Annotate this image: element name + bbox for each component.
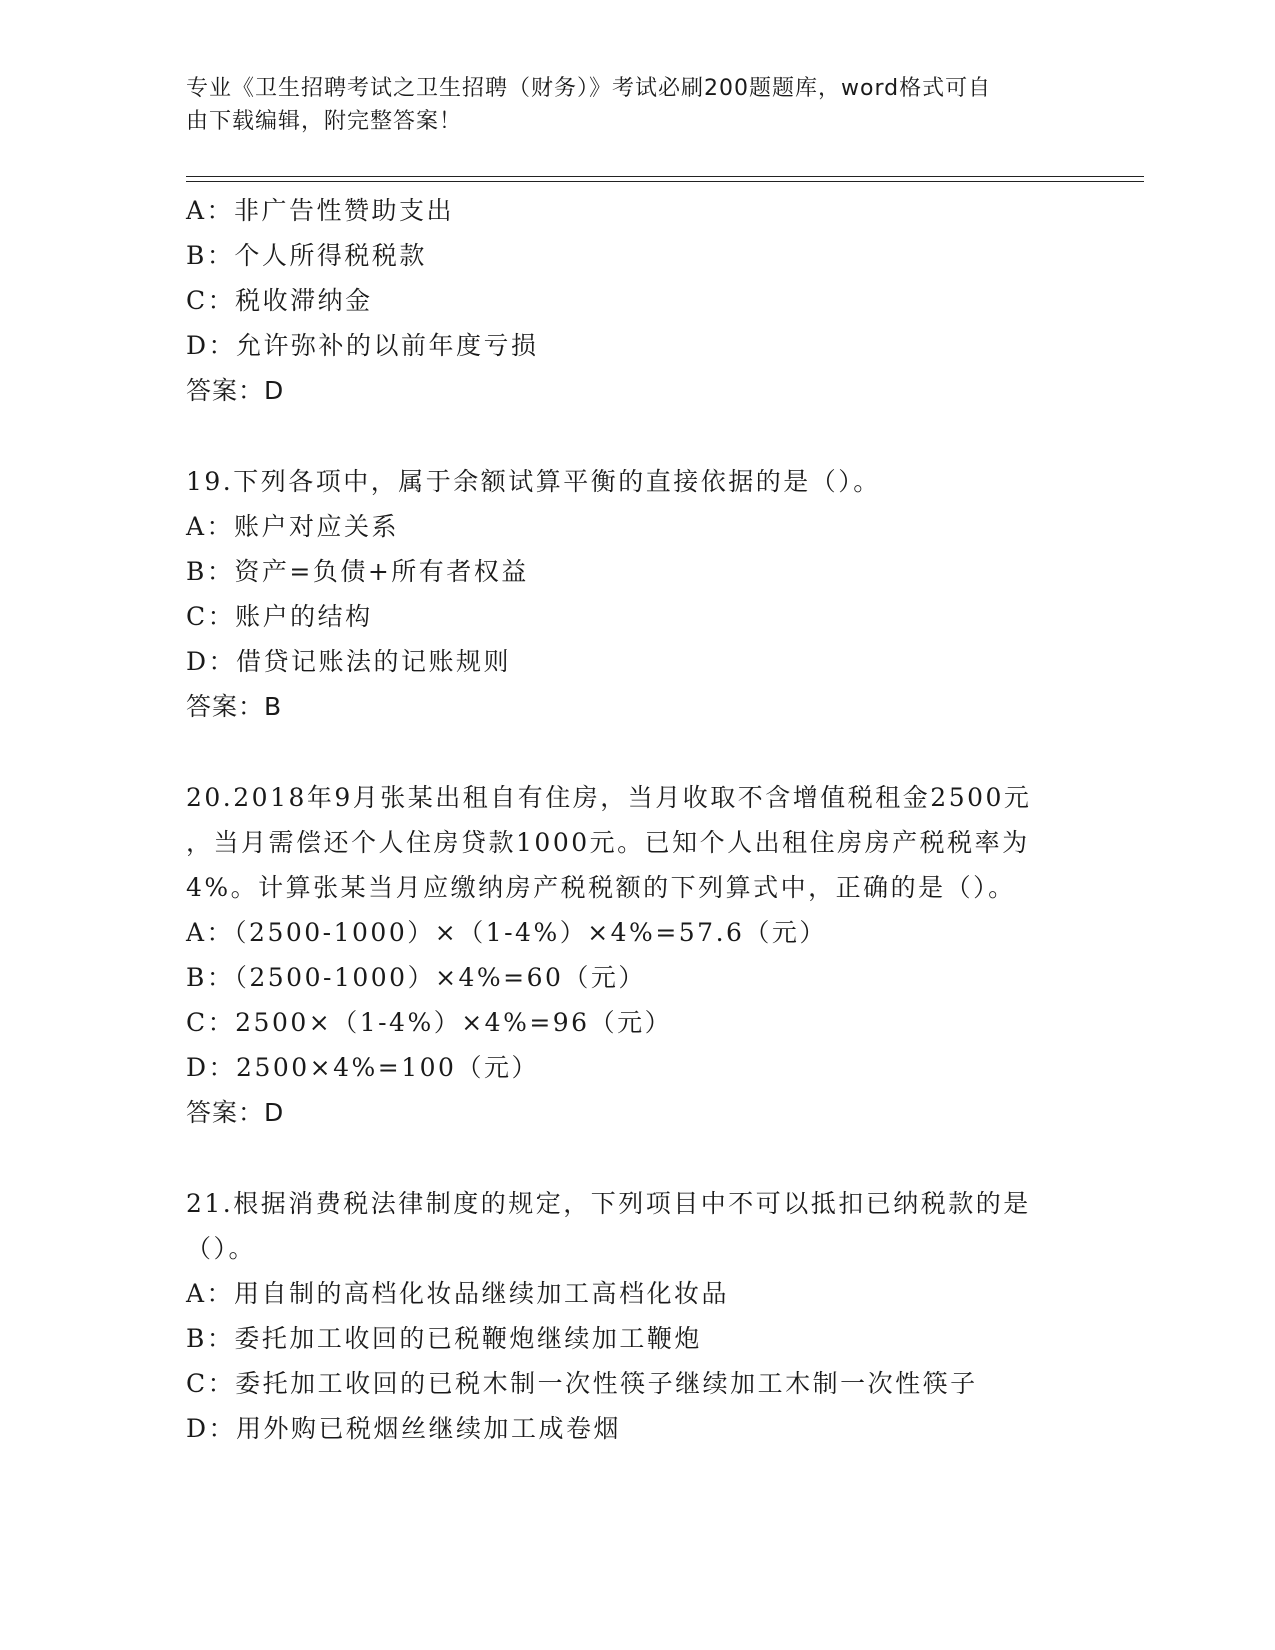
option-d: D：2500×4%=100（元） [186, 1053, 539, 1082]
answer: 答案：B [186, 692, 283, 721]
question-stem: 4%。计算张某当月应缴纳房产税税额的下列算式中，正确的是（）。 [186, 873, 1016, 902]
question-20 [186, 775, 1086, 1135]
spacer [186, 1135, 1086, 1181]
answer: 答案：D [186, 1098, 285, 1127]
spacer [186, 413, 1086, 459]
option-d: D：借贷记账法的记账规则 [186, 647, 512, 676]
option-d: D：允许弥补的以前年度亏损 [186, 331, 539, 360]
option-b: B：资产=负债+所有者权益 [186, 557, 529, 586]
option-c: C：税收滞纳金 [186, 286, 373, 315]
question-21 [186, 1181, 1086, 1451]
document-header [186, 72, 1066, 138]
question-stem: （）。 [186, 1234, 257, 1263]
question-stem: 19.下列各项中，属于余额试算平衡的直接依据的是（）。 [186, 467, 881, 496]
header-divider [186, 176, 1144, 182]
question-stem: ，当月需偿还个人住房贷款1000元。已知个人出租住房房产税税率为 [186, 828, 1030, 857]
question-19 [186, 459, 1086, 729]
question-stem: 21.根据消费税法律制度的规定，下列项目中不可以抵扣已纳税款的是 [186, 1189, 1031, 1218]
option-b: B：（2500-1000）×4%=60（元） [186, 963, 646, 992]
answer: 答案：D [186, 376, 285, 405]
spacer [186, 729, 1086, 775]
header-line-2: 由下载编辑，附完整答案！ [186, 109, 463, 134]
question-18 [186, 188, 1086, 413]
question-stem: 20.2018年9月张某出租自有住房，当月收取不含增值税租金2500元 [186, 783, 1032, 812]
option-c: C：委托加工收回的已税木制一次性筷子继续加工木制一次性筷子 [186, 1369, 978, 1398]
option-b: B：委托加工收回的已税鞭炮继续加工鞭炮 [186, 1324, 702, 1353]
option-c: C：账户的结构 [186, 602, 373, 631]
option-a: A：用自制的高档化妆品继续加工高档化妆品 [186, 1279, 730, 1308]
option-d: D：用外购已税烟丝继续加工成卷烟 [186, 1414, 622, 1443]
question-list [186, 188, 1086, 1451]
option-a: A：账户对应关系 [186, 512, 400, 541]
option-b: B：个人所得税税款 [186, 241, 427, 270]
header-line-1: 专业《卫生招聘考试之卫生招聘（财务）》考试必刷200题题库，word格式可自 [186, 76, 992, 101]
option-c: C：2500×（1-4%）×4%=96（元） [186, 1008, 673, 1037]
option-a: A：（2500-1000）×（1-4%）×4%=57.6（元） [186, 918, 827, 947]
option-a: A：非广告性赞助支出 [186, 196, 455, 225]
